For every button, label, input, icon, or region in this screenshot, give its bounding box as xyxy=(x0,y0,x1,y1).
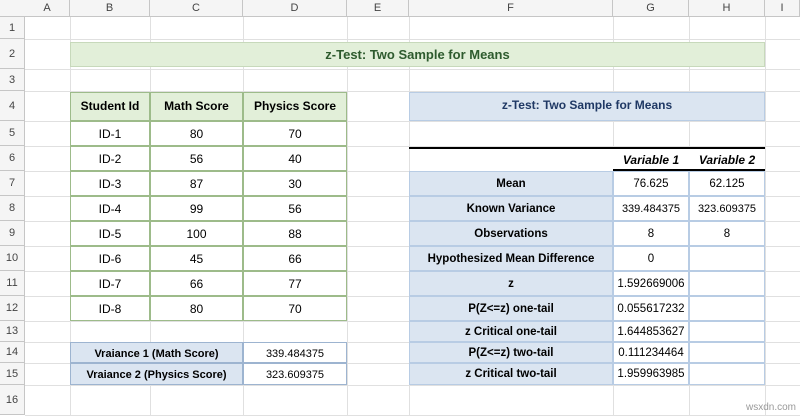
table-row[interactable]: 77 xyxy=(243,271,347,296)
ztest-value-known-variance-v1[interactable]: 339.484375 xyxy=(613,196,689,221)
ztest-value-p-one-tail-v1[interactable]: 0.055617232 xyxy=(613,296,689,321)
ztest-value-hypothesized-mean-difference-v2[interactable] xyxy=(689,246,765,271)
ztest-label-known-variance: Known Variance xyxy=(409,196,613,221)
row-header-12[interactable]: 12 xyxy=(0,296,25,321)
column-header-h[interactable]: H xyxy=(689,0,765,16)
row-header-5[interactable]: 5 xyxy=(0,121,25,146)
table-row[interactable]: ID-2 xyxy=(70,146,150,171)
table-row[interactable]: 70 xyxy=(243,121,347,146)
table-row[interactable]: 80 xyxy=(150,296,243,321)
column-header-e[interactable]: E xyxy=(347,0,409,16)
variance-1-label: Vraiance 1 (Math Score) xyxy=(70,342,243,363)
ztest-value-mean-v2[interactable]: 62.125 xyxy=(689,171,765,196)
table-row[interactable]: 87 xyxy=(150,171,243,196)
page-title: z-Test: Two Sample for Means xyxy=(70,42,765,67)
table-row[interactable]: 66 xyxy=(150,271,243,296)
gridline-v-e xyxy=(347,17,348,415)
ztest-value-hypothesized-mean-difference-v1[interactable]: 0 xyxy=(613,246,689,271)
ztest-label-hypothesized-mean-difference: Hypothesized Mean Difference xyxy=(409,246,613,271)
table-row[interactable]: ID-7 xyxy=(70,271,150,296)
ztest-value-z-critical-one-tail-v2[interactable] xyxy=(689,321,765,342)
table-row[interactable]: ID-8 xyxy=(70,296,150,321)
table-row[interactable]: ID-6 xyxy=(70,246,150,271)
table-row[interactable]: 100 xyxy=(150,221,243,246)
ztest-value-z-critical-one-tail-v1[interactable]: 1.644853627 xyxy=(613,321,689,342)
ztest-value-mean-v1[interactable]: 76.625 xyxy=(613,171,689,196)
table-row[interactable]: 70 xyxy=(243,296,347,321)
table-row[interactable]: ID-5 xyxy=(70,221,150,246)
ztest-label-z: z xyxy=(409,271,613,296)
table-row[interactable]: 30 xyxy=(243,171,347,196)
ztest-value-z-critical-two-tail-v1[interactable]: 1.959963985 xyxy=(613,363,689,385)
table-row[interactable]: ID-4 xyxy=(70,196,150,221)
gridline-v-i xyxy=(765,17,766,415)
ztest-value-observations-v2[interactable]: 8 xyxy=(689,221,765,246)
table-header-physics-score: Physics Score xyxy=(243,92,347,121)
ztest-col-header-variable-1: Variable 1 xyxy=(613,149,689,171)
row-header-3[interactable]: 3 xyxy=(0,69,25,91)
column-header-c[interactable]: C xyxy=(150,0,243,16)
ztest-value-z-critical-two-tail-v2[interactable] xyxy=(689,363,765,385)
column-header-f[interactable]: F xyxy=(409,0,613,16)
ztest-label-z-critical-two-tail: z Critical two-tail xyxy=(409,363,613,385)
watermark: wsxdn.com xyxy=(745,402,796,413)
row-header-2[interactable]: 2 xyxy=(0,39,25,69)
row-header-1[interactable]: 1 xyxy=(0,17,25,39)
column-header-a[interactable]: A xyxy=(25,0,70,16)
table-row[interactable]: ID-3 xyxy=(70,171,150,196)
ztest-value-z-v2[interactable] xyxy=(689,271,765,296)
row-header-4[interactable]: 4 xyxy=(0,91,25,121)
row-header-6[interactable]: 6 xyxy=(0,146,25,171)
row-header-16[interactable]: 16 xyxy=(0,385,25,415)
column-header-b[interactable]: B xyxy=(70,0,150,16)
row-header-8[interactable]: 8 xyxy=(0,196,25,221)
gridline-h-3 xyxy=(25,69,800,70)
column-header-g[interactable]: G xyxy=(613,0,689,16)
table-row[interactable]: 56 xyxy=(243,196,347,221)
ztest-label-observations: Observations xyxy=(409,221,613,246)
table-row[interactable]: ID-1 xyxy=(70,121,150,146)
table-header-student-id: Student Id xyxy=(70,92,150,121)
variance-1-value[interactable]: 339.484375 xyxy=(243,342,347,363)
ztest-value-z-v1[interactable]: 1.592669006 xyxy=(613,271,689,296)
table-row[interactable]: 99 xyxy=(150,196,243,221)
row-header-10[interactable]: 10 xyxy=(0,246,25,271)
row-header-13[interactable]: 13 xyxy=(0,321,25,342)
table-row[interactable]: 88 xyxy=(243,221,347,246)
column-header-i[interactable]: I xyxy=(765,0,800,16)
variance-2-value[interactable]: 323.609375 xyxy=(243,363,347,385)
ztest-value-observations-v1[interactable]: 8 xyxy=(613,221,689,246)
column-header-d[interactable]: D xyxy=(243,0,347,16)
table-row[interactable]: 56 xyxy=(150,146,243,171)
row-header-14[interactable]: 14 xyxy=(0,342,25,363)
ztest-value-p-two-tail-v1[interactable]: 0.111234464 xyxy=(613,342,689,363)
gridline-h-2 xyxy=(25,39,800,40)
row-header-15[interactable]: 15 xyxy=(0,363,25,385)
table-row[interactable]: 80 xyxy=(150,121,243,146)
ztest-label-z-critical-one-tail: z Critical one-tail xyxy=(409,321,613,342)
row-header-11[interactable]: 11 xyxy=(0,271,25,296)
row-header-7[interactable]: 7 xyxy=(0,171,25,196)
ztest-col-header-variable-2: Variable 2 xyxy=(689,149,765,171)
variance-2-label: Vraiance 2 (Physics Score) xyxy=(70,363,243,385)
table-row[interactable]: 45 xyxy=(150,246,243,271)
ztest-label-mean: Mean xyxy=(409,171,613,196)
ztest-label-p-one-tail: P(Z<=z) one-tail xyxy=(409,296,613,321)
table-row[interactable]: 66 xyxy=(243,246,347,271)
table-header-math-score: Math Score xyxy=(150,92,243,121)
column-header-row xyxy=(0,0,800,17)
ztest-output-title: z-Test: Two Sample for Means xyxy=(409,92,765,121)
ztest-value-p-one-tail-v2[interactable] xyxy=(689,296,765,321)
ztest-label-p-two-tail: P(Z<=z) two-tail xyxy=(409,342,613,363)
table-row[interactable]: 40 xyxy=(243,146,347,171)
ztest-value-known-variance-v2[interactable]: 323.609375 xyxy=(689,196,765,221)
ztest-value-p-two-tail-v2[interactable] xyxy=(689,342,765,363)
row-header-9[interactable]: 9 xyxy=(0,221,25,246)
